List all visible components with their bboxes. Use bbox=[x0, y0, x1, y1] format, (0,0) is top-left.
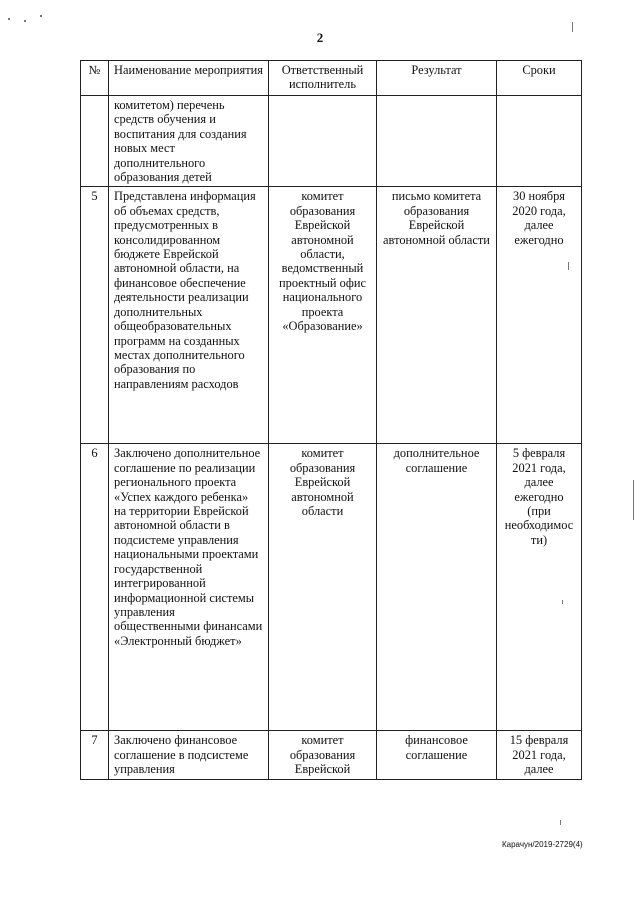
cell-executor: комитет образования Еврейской автономной области bbox=[269, 444, 377, 731]
cell-result bbox=[377, 96, 497, 187]
scan-artifact bbox=[562, 600, 563, 604]
table-row bbox=[81, 444, 582, 731]
cell-result: финансовое соглашение bbox=[377, 731, 497, 780]
cell-executor bbox=[269, 96, 377, 187]
header-executor: Ответственный исполнитель bbox=[269, 61, 377, 96]
cell-deadline: 15 февраля 2021 года, далее bbox=[497, 731, 582, 780]
scan-artifact bbox=[40, 15, 42, 17]
document-code: Карачун/2019-2729(4) bbox=[502, 840, 583, 849]
scan-artifact bbox=[572, 22, 573, 32]
cell-deadline: 30 ноября 2020 года, далее ежегодно bbox=[497, 187, 582, 444]
cell-number: 7 bbox=[81, 731, 109, 780]
page-number: 2 bbox=[316, 30, 324, 45]
table-row bbox=[81, 731, 582, 780]
cell-number: 5 bbox=[81, 187, 109, 444]
scan-artifact bbox=[560, 820, 561, 825]
header-name: Наименование мероприятия bbox=[109, 61, 269, 96]
scan-artifact bbox=[568, 262, 569, 270]
scan-artifact bbox=[24, 20, 26, 22]
cell-number bbox=[81, 96, 109, 187]
cell-executor: комитет образования Еврейской bbox=[269, 731, 377, 780]
header-deadline: Сроки bbox=[497, 61, 582, 96]
cell-number: 6 bbox=[81, 444, 109, 731]
header-number: № bbox=[81, 61, 109, 96]
cell-name: Заключено финансовое соглашение в подсистеме управления bbox=[109, 731, 269, 780]
header-result: Результат bbox=[377, 61, 497, 96]
cell-deadline: 5 февраля 2021 года, далее ежегодно (при необходимос ти) bbox=[497, 444, 582, 731]
scan-artifact bbox=[633, 480, 634, 520]
cell-name: Заключено дополнительное соглашение по реализации регионального проекта «Успех каждого ребенка» на территории Еврейской автономной области в подсистеме управления национальными проектами государственной интегрированной информационной системы управления общественными финансами «Электронный бюджет» bbox=[109, 444, 269, 731]
table-row bbox=[81, 187, 582, 444]
scan-artifact bbox=[8, 18, 10, 20]
cell-deadline bbox=[497, 96, 582, 187]
cell-name: Представлена информация об объемах средств, предусмотренных в консолидированном бюджете Еврейской автономной области, на финансовое обеспечение деятельности реализации дополнительных общеобразовательных программ на созданных местах дополнительного образования по направлениям расходов bbox=[109, 187, 269, 444]
cell-result: дополнительное соглашение bbox=[377, 444, 497, 731]
cell-executor: комитет образования Еврейской автономной области, ведомственный проектный офис национального проекта «Образование» bbox=[269, 187, 377, 444]
cell-name: комитетом) перечень средств обучения и воспитания для создания новых мест дополнительного образования детей bbox=[109, 96, 269, 187]
table-header-row bbox=[81, 61, 582, 96]
cell-result: письмо комитета образования Еврейской автономной области bbox=[377, 187, 497, 444]
activities-table bbox=[80, 60, 582, 780]
table-row-continuation bbox=[81, 96, 582, 187]
